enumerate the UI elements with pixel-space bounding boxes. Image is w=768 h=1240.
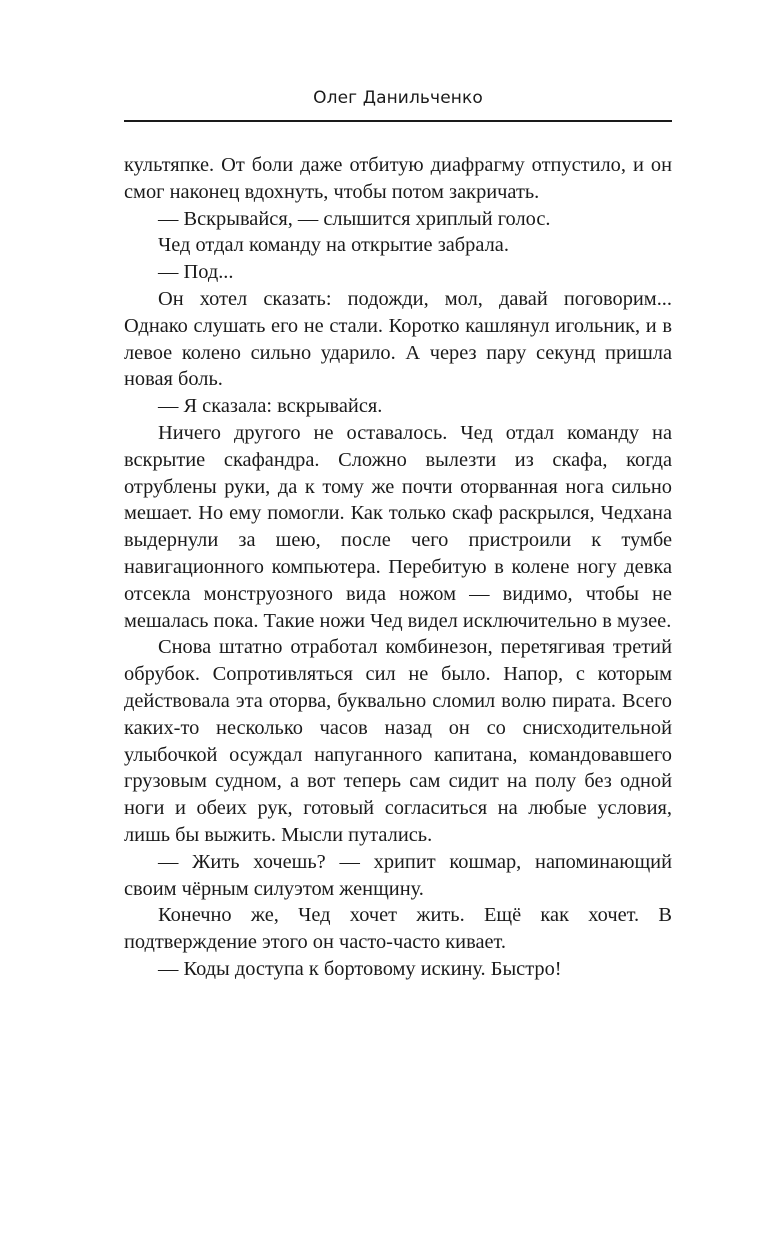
paragraph: — Коды доступа к бортовому искину. Быстро! xyxy=(158,957,562,980)
paragraph: — Вскрывайся, — слышится хриплый голос. xyxy=(158,207,551,230)
running-header: Олег Данильченко xyxy=(313,88,483,108)
paragraph: Чед отдал команду на открытие забрала. xyxy=(158,234,509,257)
body-text xyxy=(124,152,672,983)
paragraph: — Я сказала: вскрывайся. xyxy=(158,395,383,418)
paragraph: культяпке. От боли даже отбитую диафрагму отпустило, и он смог наконец вдохнуть, чтобы потом закричать. xyxy=(124,154,672,203)
paragraph: — Жить хочешь? — хрипит кошмар, напоминающий своим чёрным силуэтом женщину. xyxy=(124,850,672,900)
paragraph: Конечно же, Чед хочет жить. Ещё как хочет. В подтверждение этого он часто-часто кивает. xyxy=(124,904,672,954)
paragraph: — Под... xyxy=(158,261,234,284)
paragraph: Он хотел сказать: подожди, мол, давай поговорим... Однако слушать его не стали. Коротко кашлянул игольник, и в левое колено сильно ударило. А через пару секунд пришла новая боль. xyxy=(124,287,672,391)
header-rule xyxy=(124,120,672,122)
paragraph: Снова штатно отработал комбинезон, перетягивая третий обрубок. Сопротивляться сил не было. Напор, с которым действовала эта оторва, буквально сломил волю пирата. Всего каких-то несколько часов назад он со снисходительной улыбочкой осуждал напуганного капитана, командовавшего грузовым судном, а вот теперь сам сидит на полу без одной ноги и обеих рук, готовый согласиться на любые условия, лишь бы выжить. Мысли путались. xyxy=(124,636,672,846)
paragraph: Ничего другого не оставалось. Чед отдал команду на вскрытие скафандра. Сложно вылезти из скафа, когда отрублены руки, да к тому же почти оторванная нога сильно мешает. Но ему помогли. Как только скаф раскрылся, Чедхана выдернули за шею, после чего пристроили к тумбе навигационного компьютера. Перебитую в колене ногу девка отсекла монструозного вида ножом — видимо, чтобы не мешалась пока. Такие ножи Чед видел исключительно в музее. xyxy=(124,421,672,632)
